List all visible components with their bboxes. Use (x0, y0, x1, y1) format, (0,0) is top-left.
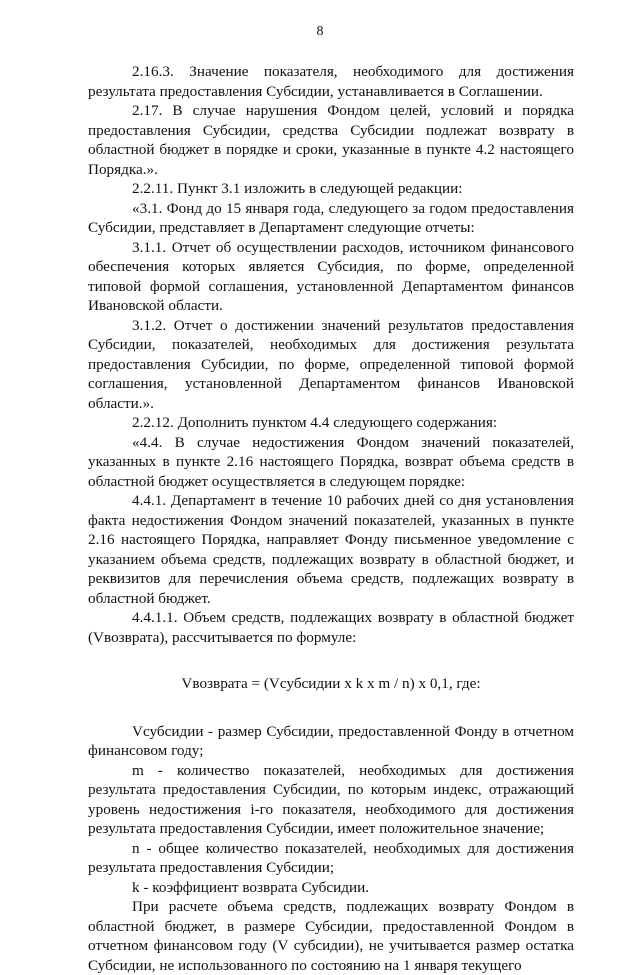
return-formula: Vвозврата = (Vсубсидии x k x m / n) x 0,1, где: (181, 675, 481, 692)
definition-v-subsidy: Vсубсидии - размер Субсидии, предоставленной Фонду в отчетном финансовом году; (88, 722, 574, 759)
paragraph-4-4-1-1: 4.4.1.1. Объем средств, подлежащих возврату в областной бюджет (Vвозврата), рассчитывается по формуле: (88, 609, 574, 646)
paragraph-3-1-1: 3.1.1. Отчет об осуществлении расходов, источником финансового обеспечения которых является Субсидия, по форме, определенной типовой формой соглашения, установленной Департаментом финансов Ивановской области. (88, 238, 574, 314)
paragraph-2-2-12: 2.2.12. Дополнить пунктом 4.4 следующего содержания: (132, 414, 498, 431)
page-number: 8 (316, 24, 324, 39)
definition-n: n - общее количество показателей, необходимых для достижения результата предоставления Субсидии; (88, 839, 574, 876)
definition-m: m - количество показателей, необходимых для достижения результата предоставления Субсидии, по которым индекс, отражающий уровень недостижения i-го показателя, необходимого для достижения результата предоставления Субсидии, имеет положительное значение; (88, 761, 574, 837)
definition-k: k - коэффициент возврата Субсидии. (132, 878, 369, 896)
paragraph-calculation-note: При расчете объема средств, подлежащих возврату Фондом в областной бюджет, в размере Субсидии, предоставленной Фондом в отчетном финансовом году (V субсидии), не учитывается размер остатка Субсидии, не использованного по состоянию на 1 января текущего (88, 898, 574, 974)
paragraph-2-2-11: 2.2.11. Пункт 3.1 изложить в следующей редакции: (132, 180, 463, 197)
paragraph-3-1-2: 3.1.2. Отчет о достижении значений результатов предоставления Субсидии, показателей, необходимых для достижения результата предоставления Субсидии, по форме, определенной типовой формой соглашения, установленной Департаментом финансов Ивановской области.». (88, 316, 574, 412)
paragraph-3-1: «3.1. Фонд до 15 января года, следующего за годом предоставления Субсидии, представляет в Департамент следующие отчеты: (88, 199, 574, 236)
paragraph-4-4: «4.4. В случае недостижения Фондом значений показателей, указанных в пункте 2.16 настоящего Порядка, возврат объема средств в областной бюджет осуществляется в следующем порядке: (88, 433, 574, 490)
paragraph-2-16-3: 2.16.3. Значение показателя, необходимого для достижения результата предоставления Субсидии, устанавливается в Соглашении. (88, 63, 574, 100)
paragraph-4-4-1: 4.4.1. Департамент в течение 10 рабочих дней со дня установления факта недостижения Фондом значений показателей, указанных в пункте 2.16 настоящего Порядка, направляет Фонду письменное уведомление с указанием объема средств, подлежащих возврату в областной бюджет, и реквизитов для перечисления объема средств, подлежащих возврату в областной бюджет. (88, 492, 574, 607)
paragraph-2-17: 2.17. В случае нарушения Фондом целей, условий и порядка предоставления Субсидии, средства Субсидии подлежат возврату в областной бюджет в порядке и сроки, указанные в пункте 4.2 настоящего Порядка.». (88, 102, 574, 178)
document-body (88, 62, 574, 975)
